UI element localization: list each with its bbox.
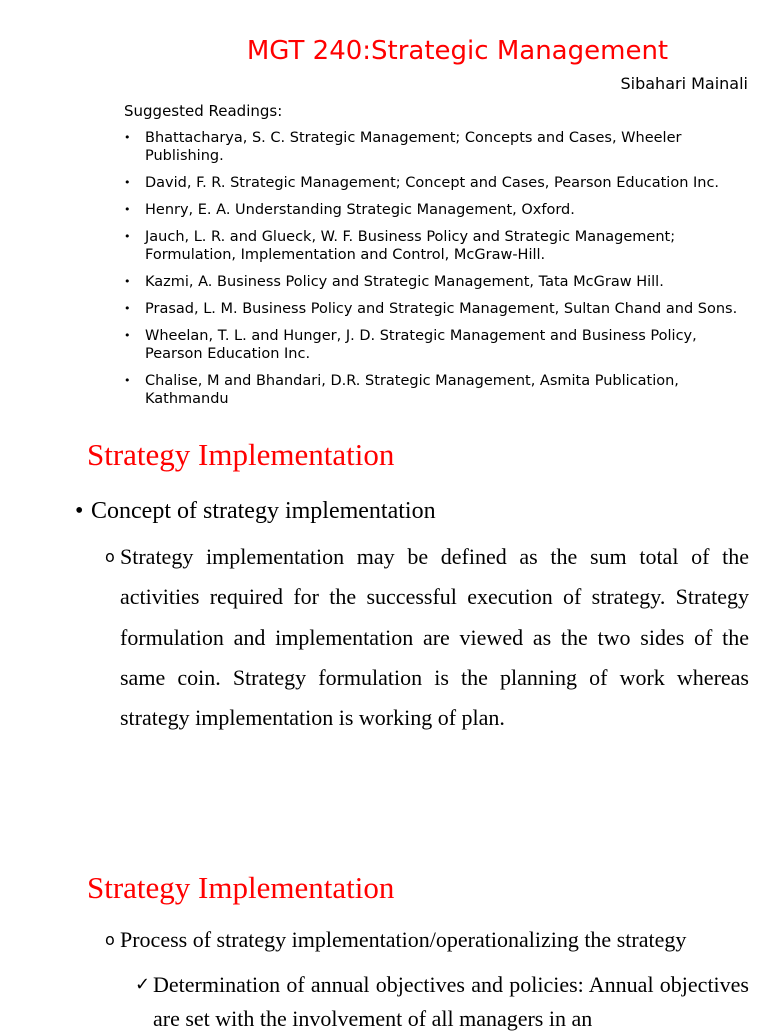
readings-heading: Suggested Readings: xyxy=(124,102,283,120)
bullet-icon: • xyxy=(124,374,131,387)
bullet-icon: • xyxy=(124,302,131,315)
bullet-icon: • xyxy=(75,498,84,524)
reading-item xyxy=(124,174,746,192)
process-subheading xyxy=(105,925,749,955)
concept-paragraph xyxy=(105,537,749,738)
bullet-icon: • xyxy=(124,329,131,342)
readings-list xyxy=(124,129,746,417)
concept-text: Strategy implementation may be defined as the sum total of the activities required for the successful execution of strategy. Strategy formulation and implementation are viewed as the two sides of the same coin. Strategy formulation is the planning of work whereas strategy implementation is working of plan. xyxy=(120,544,749,731)
process-text: Process of strategy implementation/operationalizing the strategy xyxy=(120,927,687,952)
bullet-icon: • xyxy=(124,230,131,243)
process-item xyxy=(135,968,749,1036)
author-name: Sibahari Mainali xyxy=(620,74,748,93)
section-title: Strategy Implementation xyxy=(87,870,395,905)
reading-text: David, F. R. Strategic Management; Concept and Cases, Pearson Education Inc. xyxy=(145,175,720,191)
checkmark-icon: ✓ xyxy=(135,974,151,995)
reading-text: Chalise, M and Bhandari, D.R. Strategic Management, Asmita Publication, Kathmandu xyxy=(145,373,679,407)
reading-item xyxy=(124,228,746,264)
reading-item xyxy=(124,300,746,318)
reading-text: Kazmi, A. Business Policy and Strategic Management, Tata McGraw Hill. xyxy=(145,274,664,290)
concept-bullet xyxy=(75,496,436,526)
reading-text: Henry, E. A. Understanding Strategic Management, Oxford. xyxy=(145,202,575,218)
reading-text: Jauch, L. R. and Glueck, W. F. Business Policy and Strategic Management; Formulation, Implementation and Control, McGraw-Hill. xyxy=(145,229,676,263)
reading-item xyxy=(124,327,746,363)
reading-text: Bhattacharya, S. C. Strategic Management; Concepts and Cases, Wheeler Publishing. xyxy=(145,130,682,164)
reading-item xyxy=(124,129,746,165)
document-title: MGT 240:Strategic Management xyxy=(246,36,669,66)
reading-item xyxy=(124,372,746,408)
bullet-icon: • xyxy=(124,176,131,189)
reading-item xyxy=(124,201,746,219)
bullet-icon: • xyxy=(124,131,131,144)
process-item-text: Determination of annual objectives and policies: Annual objectives are set with the involvement of all managers in an xyxy=(153,972,749,1031)
bullet-icon: • xyxy=(124,275,131,288)
reading-item xyxy=(124,273,746,291)
concept-heading: Concept of strategy implementation xyxy=(91,498,436,524)
reading-text: Wheelan, T. L. and Hunger, J. D. Strategic Management and Business Policy, Pearson Education Inc. xyxy=(145,328,697,362)
circle-bullet-icon: o xyxy=(105,930,115,949)
bullet-icon: • xyxy=(124,203,131,216)
circle-bullet-icon: o xyxy=(105,547,115,566)
reading-text: Prasad, L. M. Business Policy and Strategic Management, Sultan Chand and Sons. xyxy=(145,301,738,317)
section-title: Strategy Implementation xyxy=(87,437,395,472)
